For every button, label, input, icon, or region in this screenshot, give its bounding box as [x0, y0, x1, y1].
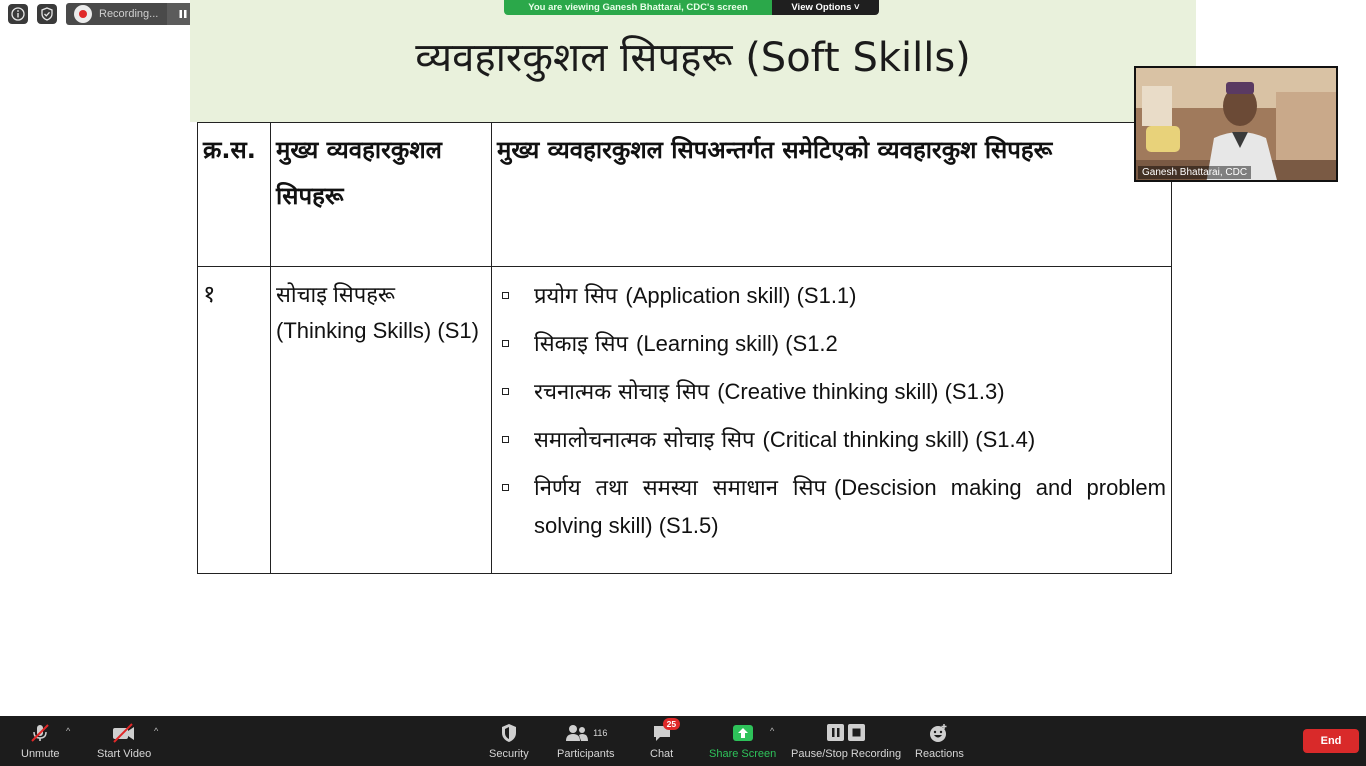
checkbox-bullet-icon: [502, 436, 509, 443]
pause-stop-icon: [826, 723, 866, 743]
list-item: [502, 421, 1166, 459]
screen-share-banner: [504, 0, 879, 15]
checkbox-bullet-icon: [502, 340, 509, 347]
chat-label: Chat: [650, 748, 674, 760]
video-camera-off-icon: [111, 722, 137, 744]
header-main-skill: मुख्य व्यवहारकुशल सिपहरू: [271, 123, 492, 267]
cell-serial-number: १: [198, 267, 271, 574]
start-video-label: Start Video: [97, 748, 152, 760]
unmute-button[interactable]: [21, 721, 60, 760]
pause-icon: [178, 9, 188, 19]
list-item: [502, 325, 1166, 363]
unmute-label: Unmute: [21, 748, 60, 760]
video-options-caret-icon[interactable]: ^: [154, 726, 159, 736]
participants-button[interactable]: [557, 721, 614, 760]
chat-unread-badge: 25: [663, 718, 680, 730]
reactions-button[interactable]: [915, 721, 964, 760]
security-button[interactable]: [489, 721, 529, 760]
view-options-button[interactable]: View Options ˅: [772, 0, 879, 15]
sub-skill-nepali: प्रयोग सिप: [534, 284, 618, 309]
soft-skills-table: [197, 122, 1172, 574]
meeting-toolbar: [0, 716, 1366, 766]
participants-icon: [564, 722, 590, 744]
pause-stop-recording-button[interactable]: [791, 721, 901, 760]
sub-skill-nepali: समालोचनात्मक सोचाइ सिप: [534, 428, 755, 453]
sub-skill-english: (Learning skill) (S1.2: [636, 331, 838, 356]
slide-title: व्यवहारकुशल सिपहरू (Soft Skills): [415, 35, 971, 81]
checkbox-bullet-icon: [502, 484, 509, 491]
header-sub-skills: मुख्य व्यवहारकुशल सिपअन्तर्गत समेटिएको व्यवहारकुश सिपहरू: [492, 123, 1172, 267]
security-label: Security: [489, 748, 529, 760]
participants-count: 116: [593, 728, 608, 738]
participant-name-tag: Ganesh Bhattarai, CDC: [1138, 166, 1251, 179]
recording-dot-icon: [74, 5, 92, 23]
table-row: [198, 267, 1172, 574]
sub-skill-nepali: निर्णय तथा समस्या समाधान सिप: [534, 476, 826, 501]
share-screen-arrow-icon: [732, 724, 754, 742]
recording-label: Pause/Stop Recording: [791, 748, 902, 760]
sub-skill-english: (Descision making and problem solving skill) (S1.5): [534, 475, 1166, 538]
sub-skill-english: (Critical thinking skill) (S1.4): [762, 427, 1036, 452]
table-header-row: [198, 123, 1172, 267]
start-video-button[interactable]: [97, 721, 151, 760]
share-screen-label: Share Screen: [709, 748, 777, 760]
meeting-info-icon[interactable]: [8, 4, 28, 24]
sub-skill-english: (Application skill) (S1.1): [625, 283, 857, 308]
participants-label: Participants: [557, 748, 615, 760]
microphone-muted-icon: [29, 722, 51, 744]
viewing-screen-label: You are viewing Ganesh Bhattarai, CDC's screen: [504, 0, 772, 15]
security-shield-icon: [499, 722, 519, 744]
audio-options-caret-icon[interactable]: ^: [66, 726, 71, 736]
list-item: [502, 469, 1166, 545]
end-meeting-button[interactable]: End: [1303, 729, 1359, 753]
sub-skill-list: [497, 277, 1166, 545]
participant-video-thumbnail[interactable]: [1134, 66, 1338, 182]
share-options-caret-icon[interactable]: ^: [770, 726, 775, 736]
checkbox-bullet-icon: [502, 388, 509, 395]
chat-button[interactable]: [650, 719, 677, 760]
checkbox-bullet-icon: [502, 292, 509, 299]
participant-video-frame: [1136, 68, 1338, 182]
header-serial-number: क्र.स.: [198, 123, 271, 267]
sub-skill-nepali: रचनात्मक सोचाइ सिप: [534, 380, 710, 405]
cell-main-skill: सोचाइ सिपहरू (Thinking Skills) (S1): [271, 267, 492, 574]
smiley-reaction-icon: [928, 722, 950, 744]
cell-sub-skills: [492, 267, 1172, 574]
encryption-shield-icon[interactable]: [37, 4, 57, 24]
sub-skill-nepali: सिकाइ सिप: [534, 332, 629, 357]
list-item: [502, 373, 1166, 411]
recording-status-label: Recording...: [99, 8, 159, 20]
list-item: [502, 277, 1166, 315]
reactions-label: Reactions: [915, 748, 964, 760]
share-screen-button[interactable]: [709, 721, 776, 760]
sub-skill-english: (Creative thinking skill) (S1.3): [717, 379, 1005, 404]
